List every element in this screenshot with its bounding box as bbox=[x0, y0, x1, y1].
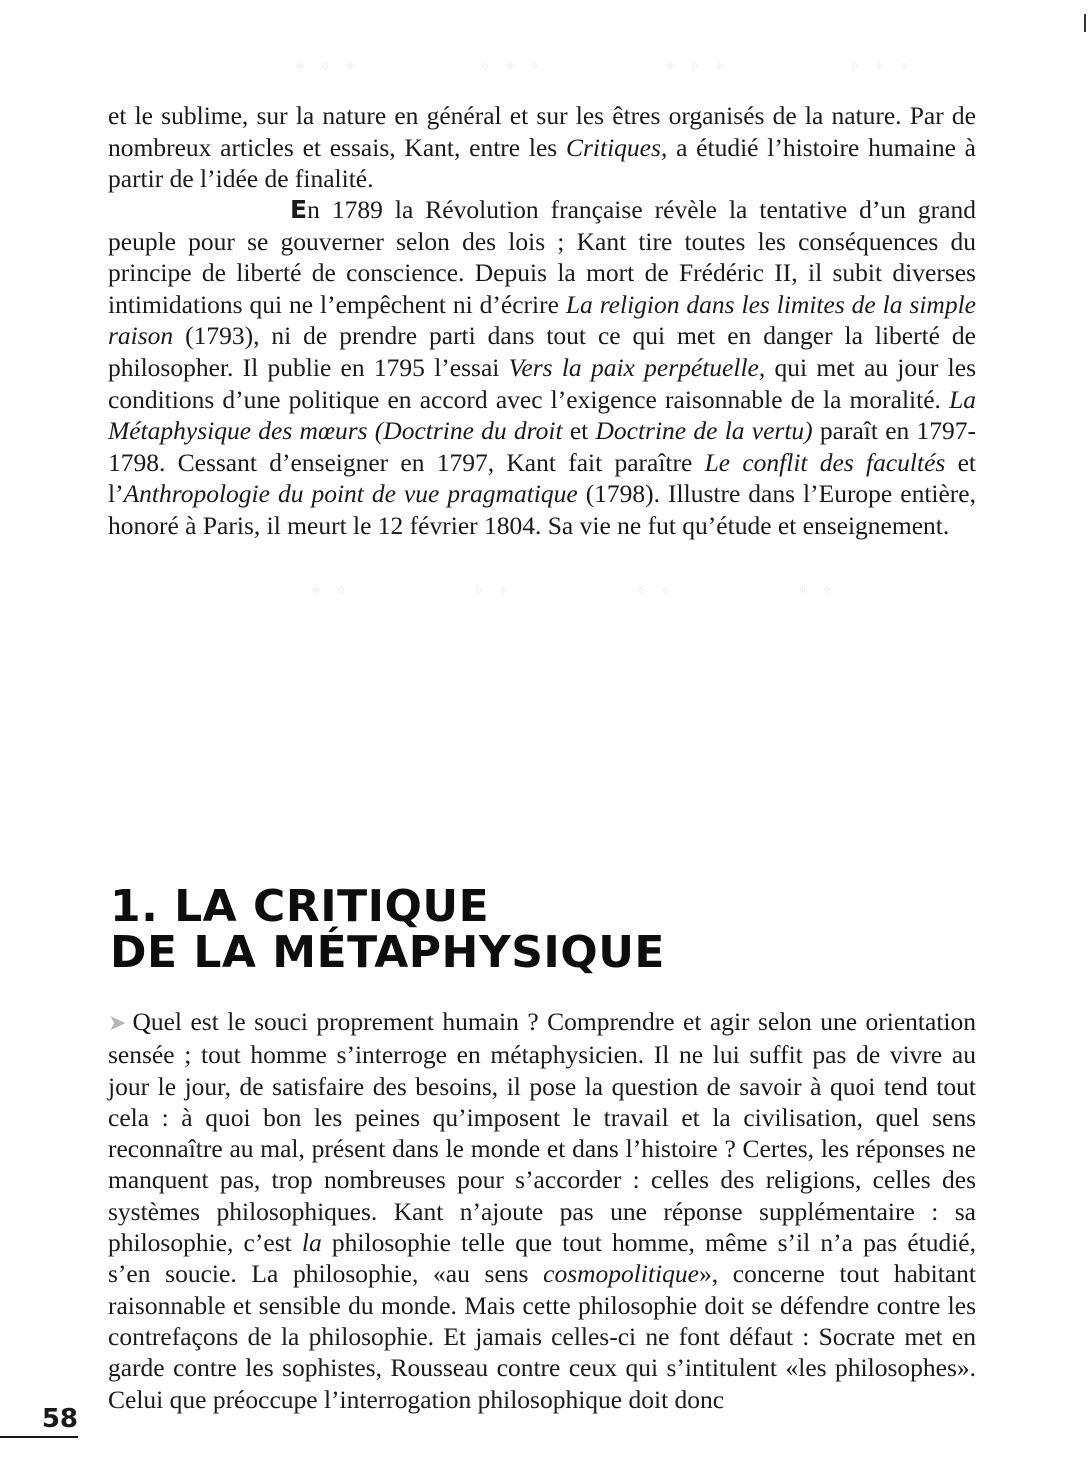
section-heading-line-2: DE LA MÉTAPHYSIQUE bbox=[110, 927, 665, 978]
ornament-dots: ⁘ ⁘ ⁘ bbox=[849, 60, 915, 73]
text-run-italic: la bbox=[301, 1228, 322, 1258]
text-run: paraît en 1797-1798. Cessant d’enseigner en 1797, Kant fait paraître bbox=[108, 416, 977, 477]
section-heading bbox=[110, 881, 665, 978]
text-run-italic: Vers la paix perpétuelle, bbox=[508, 352, 766, 382]
text-run: Quel est le souci proprement humain ? Comprendre et agir selon une orientation sensée ; tout homme s’interroge en métaphysicien. Il ne lui suffit pas de vivre au jour le jour, de satisfaire des besoins, il pose la question de savoir à quoi tend tout cela : à quoi bon les peines qu’imposent le travail et la civilisation, quel sens reconnaître au mal, présent dans le monde et dans l’histoire ? Certes, les réponses ne manquent pas, trop nombreuses pour s’accorder : celles des religions, celles des systèmes philosophiques. Kant n’ajoute pas une réponse supplémentaire : sa philosophie, c’est bbox=[108, 1007, 976, 1258]
ornament-dots: ⁘ ⁘ bbox=[635, 584, 676, 597]
text-run: et le sublime, sur la nature en général et sur les êtres organisés de la nature. Par de nombreux articles et essais, Kant, entre les bbox=[108, 101, 976, 162]
text-run: (1793), ni de prendre parti dans tout ce qui met en danger la liberté de philosopher. Il publie en 1795 l’essai bbox=[108, 321, 976, 382]
ornament-dots: ⁘ ⁘ bbox=[312, 584, 352, 597]
paragraph-1 bbox=[108, 100, 976, 195]
ornament-dots: ⁘ ⁘ ⁘ bbox=[296, 60, 361, 73]
text-run: qui met au jour les conditions d’une politique en accord avec l’exigence raisonnable de la moralité. bbox=[108, 352, 976, 414]
text-run: philosophie telle que tout homme, même s’il n’a pas étudié, s’en soucie. La philosophie, «au sens bbox=[108, 1228, 976, 1289]
top-ornament bbox=[296, 60, 915, 73]
arrow-icon: ➤ bbox=[108, 1011, 127, 1036]
text-run: et bbox=[562, 416, 596, 446]
initial-letter: E bbox=[290, 195, 308, 224]
ornament-dots: ⁘ ⁘ bbox=[797, 584, 838, 597]
scan-edge-mark bbox=[1084, 14, 1086, 32]
ornament-dots: ⁘ ⁘ ⁘ bbox=[665, 60, 730, 73]
ornament-dots: ⁘ ⁘ ⁘ bbox=[480, 60, 546, 73]
page-number: 58 bbox=[0, 1402, 78, 1438]
text-run-italic: cosmopolitique bbox=[543, 1259, 699, 1289]
text-run: (1798). Illustre dans l’Europe entière, honoré à Paris, il meurt le 12 février 1804. Sa vie ne fut qu’étude et enseignement. bbox=[108, 479, 976, 540]
section-ornament bbox=[312, 584, 838, 597]
text-run-italic: La Métaphysique des mœurs (Doctrine du droit bbox=[108, 384, 976, 446]
paragraph-2 bbox=[108, 194, 976, 542]
paragraph-3 bbox=[108, 1006, 976, 1415]
text-run: », concerne tout habitant raisonnable et sensible du monde. Mais cette philosophie doit se défendre contre les contrefaçons de la philosophie. Et jamais celles-ci ne font défaut : Socrate met en garde contre les sophistes, Rousseau contre ceux qui s’intitulent «les philosophes». Celui que préoccupe l’interrogation philosophique doit donc bbox=[108, 1259, 976, 1414]
ornament-dots: ⁘ ⁘ bbox=[473, 584, 514, 597]
text-run-italic: Le conflit des facultés bbox=[704, 447, 946, 477]
text-run-italic: Anthropologie du point de vue pragmatique bbox=[123, 479, 578, 509]
text-run: et l’ bbox=[108, 447, 977, 509]
text-run: n 1789 la Révolution française révèle la tentative d’un grand peuple pour se gouverner selon des lois ; Kant tire toutes les conséquences du principe de liberté de conscience. Depuis la mort de Frédéric II, il subit diverses intimidations qui ne l’empêchent ni d’écrire bbox=[108, 195, 976, 319]
text-run-italic: La religion dans les limites de la simple raison bbox=[108, 289, 976, 351]
text-run-italic: Doctrine de la vertu) bbox=[595, 416, 813, 446]
section-heading-line-1: 1. LA CRITIQUE bbox=[110, 881, 490, 932]
text-run: a étudié l’histoire humaine à partir de l’idée de finalité. bbox=[108, 132, 977, 194]
text-run-italic: Critiques, bbox=[565, 132, 668, 162]
